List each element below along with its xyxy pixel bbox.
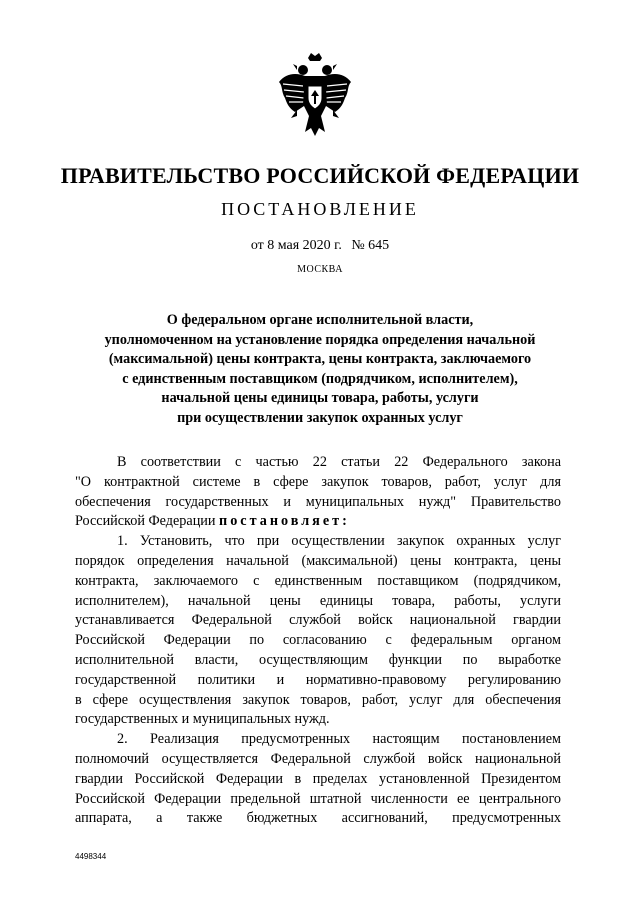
preamble-prefix: Российской Федерации — [75, 513, 220, 530]
title-line: с единственным поставщиком (подрядчиком, исполнителем), — [122, 370, 518, 387]
paragraph-2-line: гвардии Российской Федерации в пределах установленной Президентом — [75, 770, 561, 787]
preamble-last-line — [75, 512, 561, 532]
preamble-line: "О контрактной системе в сфере закупок товаров, работ, услуг для — [75, 473, 561, 490]
coat-of-arms-emblem-icon — [275, 52, 355, 147]
paragraph-1-line: Российской Федерации по согласованию с федеральным органом — [75, 632, 561, 649]
decree-date-line — [0, 238, 640, 254]
paragraph-2-line: Российской Федерации предельной штатной численности ее центрального — [75, 790, 561, 807]
decree-date: от 8 мая 2020 г. — [250, 238, 342, 253]
document-body — [75, 453, 561, 829]
decree-city: МОСКВА — [297, 264, 343, 275]
document-code: 4498344 — [75, 852, 107, 861]
paragraph-1-line: исполнителем), начальной цены единицы товара, работы, услуги — [75, 592, 561, 609]
document-title — [60, 311, 580, 428]
paragraph-2-line: 2. Реализация предусмотренных настоящим постановлением — [117, 731, 561, 748]
paragraph-1-line: 1. Установить, что при осуществлении закупок охранных услуг — [117, 533, 561, 550]
paragraph-1-line: порядок определения начальной (максимальной) цены контракта, цены — [75, 552, 561, 569]
title-line: О федеральном органе исполнительной власти, — [166, 312, 474, 328]
decree-number: № 645 — [351, 238, 390, 253]
title-line: (максимальной) цены контракта, цены контракта, заключаемого — [108, 351, 532, 367]
government-title: ПРАВИТЕЛЬСТВО РОССИЙСКОЙ ФЕДЕРАЦИИ — [60, 163, 580, 188]
paragraph-2-line: аппарата, а также бюджетных ассигнований, предусмотренных — [75, 810, 561, 827]
paragraph-1-line: исполнительной власти, осуществляющим функции по выработке — [75, 651, 561, 668]
paragraph-1-line: устанавливается Федеральной службой войск национальной гвардии — [75, 612, 561, 629]
paragraph-2-line: полномочий осуществляется Федеральной службой войск национальной — [75, 750, 561, 767]
title-line: начальной цены единицы товара, работы, услуги — [161, 390, 479, 406]
paragraph-1-line: контракта, заключаемого с единственным поставщиком (подрядчиком, — [75, 572, 561, 589]
decree-type: ПОСТАНОВЛЕНИЕ — [221, 199, 419, 219]
paragraph-1-line: государственной политики и нормативно-правовому регулированию — [75, 671, 561, 688]
resolves-word: постановляет: — [219, 513, 350, 530]
preamble-line: В соответствии с частью 22 статьи 22 Федерального закона — [117, 454, 561, 470]
preamble-line: обеспечения государственных и муниципальных нужд" Правительство — [75, 493, 561, 510]
title-line: при осуществлении закупок охранных услуг — [177, 409, 463, 426]
title-line: уполномоченном на установление порядка определения начальной — [104, 331, 536, 348]
paragraph-1-line: государственных и муниципальных нужд. — [75, 711, 330, 728]
paragraph-1-line: в сфере осуществления закупок товаров, работ, услуг для обеспечения — [75, 691, 561, 708]
